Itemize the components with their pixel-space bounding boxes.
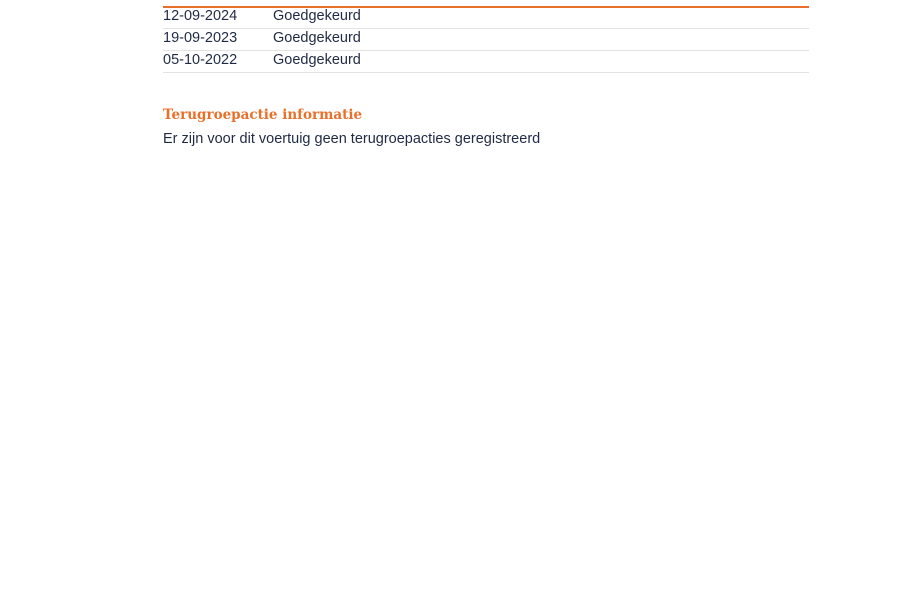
- inspection-date: 12-09-2024: [163, 8, 238, 24]
- inspection-status: Goedgekeurd: [273, 52, 361, 68]
- inspection-date: 19-09-2023: [163, 30, 238, 46]
- inspection-status: Goedgekeurd: [273, 30, 361, 46]
- recall-title: Terugroepactie informatie: [163, 107, 363, 123]
- table-row: [163, 7, 809, 29]
- recall-text: Er zijn voor dit voertuig geen terugroepacties geregistreerd: [163, 131, 541, 147]
- table-row: [163, 29, 809, 51]
- recall-section: [163, 105, 809, 148]
- inspection-status: Goedgekeurd: [273, 8, 361, 24]
- table-row: [163, 51, 809, 73]
- inspection-history-table: [163, 7, 809, 73]
- inspection-date: 05-10-2022: [163, 52, 238, 68]
